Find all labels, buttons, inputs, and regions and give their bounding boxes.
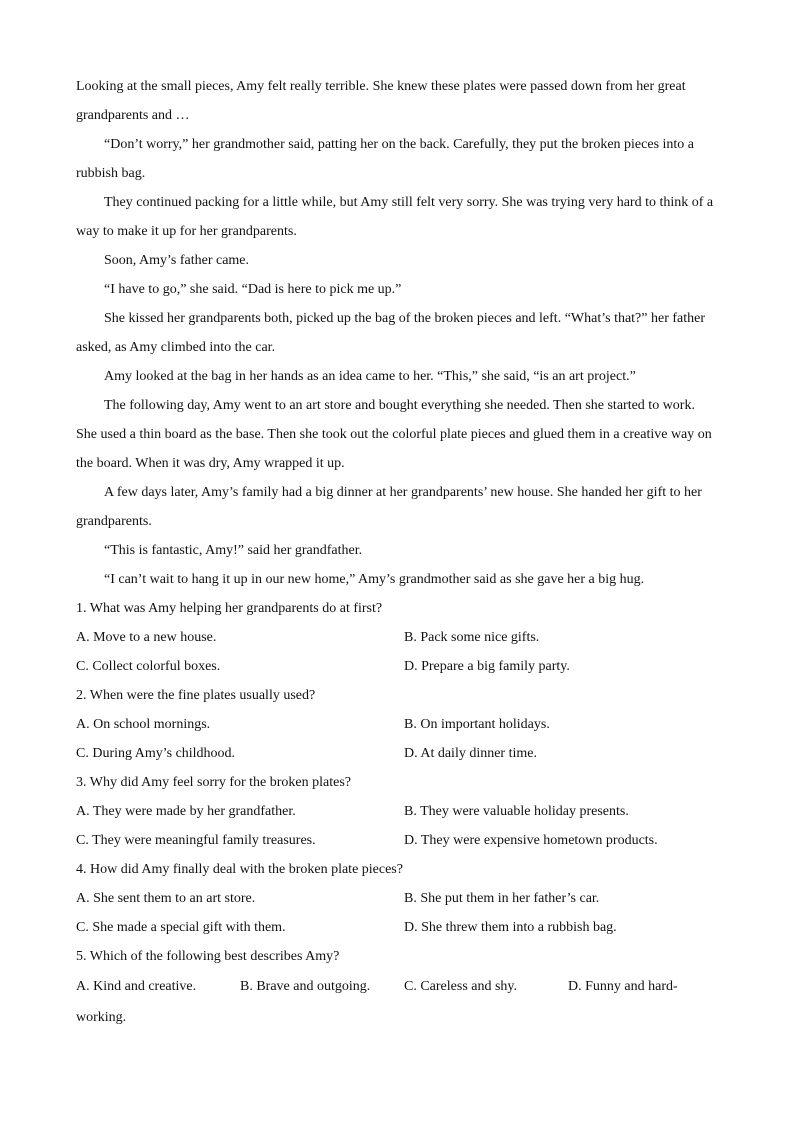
option-d: D. They were expensive hometown products. xyxy=(404,833,658,848)
options-row xyxy=(76,739,724,768)
option-b: B. On important holidays. xyxy=(404,717,550,732)
option-c: C. She made a special gift with them. xyxy=(76,920,286,935)
passage-line: “Don’t worry,” her grandmother said, patting her on the back. Carefully, they put the broken pieces into a xyxy=(104,137,695,152)
option-c: C. Collect colorful boxes. xyxy=(76,659,221,674)
passage-line: Looking at the small pieces, Amy felt really terrible. She knew these plates were passed down from her great xyxy=(76,79,686,94)
options-row xyxy=(76,797,724,826)
question-stem: 2. When were the fine plates usually used? xyxy=(76,688,316,703)
options-row xyxy=(76,971,724,1003)
question-stem: 3. Why did Amy feel sorry for the broken plates? xyxy=(76,775,352,790)
passage-line: Amy looked at the bag in her hands as an idea came to her. “This,” she said, “is an art project.” xyxy=(104,369,636,384)
document-page xyxy=(76,72,724,1032)
option-c: C. Careless and shy. xyxy=(404,979,518,994)
options-row xyxy=(76,884,724,913)
passage-line: Soon, Amy’s father came. xyxy=(104,253,250,268)
passage-line: grandparents. xyxy=(76,514,152,529)
option-b: B. Pack some nice gifts. xyxy=(404,630,540,645)
passage-line: They continued packing for a little while, but Amy still felt very sorry. She was trying very hard to think of a xyxy=(104,195,714,210)
passage-line: asked, as Amy climbed into the car. xyxy=(76,340,276,355)
question-stem: 4. How did Amy finally deal with the broken plate pieces? xyxy=(76,862,403,877)
options-row xyxy=(76,826,724,855)
option-d-continued: working. xyxy=(76,1010,127,1025)
option-c: C. During Amy’s childhood. xyxy=(76,746,236,761)
passage-line: She kissed her grandparents both, picked up the bag of the broken pieces and left. “What’s that?” her father xyxy=(104,311,706,326)
option-c: C. They were meaningful family treasures. xyxy=(76,833,316,848)
passage-line: rubbish bag. xyxy=(76,166,146,181)
option-a: A. Move to a new house. xyxy=(76,630,217,645)
option-a: A. On school mornings. xyxy=(76,717,211,732)
option-b: B. They were valuable holiday presents. xyxy=(404,804,629,819)
options-row xyxy=(76,710,724,739)
options-row xyxy=(76,652,724,681)
passage-line: “I have to go,” she said. “Dad is here to pick me up.” xyxy=(104,282,402,297)
option-a: A. Kind and creative. xyxy=(76,979,197,994)
option-d: D. She threw them into a rubbish bag. xyxy=(404,920,617,935)
option-b: B. Brave and outgoing. xyxy=(240,979,371,994)
passage-line: “This is fantastic, Amy!” said her grandfather. xyxy=(104,543,363,558)
option-d: D. Funny and hard- xyxy=(568,979,678,994)
passage-line: A few days later, Amy’s family had a big dinner at her grandparents’ new house. She handed her gift to her xyxy=(104,485,702,500)
passage-line: “I can’t wait to hang it up in our new home,” Amy’s grandmother said as she gave her a big hug. xyxy=(104,572,645,587)
passage-line: She used a thin board as the base. Then she took out the colorful plate pieces and glued them in a creative way on xyxy=(76,427,712,442)
passage-line: The following day, Amy went to an art store and bought everything she needed. Then she started to work. xyxy=(104,398,695,413)
question-stem: 1. What was Amy helping her grandparents do at first? xyxy=(76,601,383,616)
passage-line: the board. When it was dry, Amy wrapped it up. xyxy=(76,456,345,471)
question-stem: 5. Which of the following best describes Amy? xyxy=(76,949,340,964)
option-d: D. Prepare a big family party. xyxy=(404,659,570,674)
option-a: A. She sent them to an art store. xyxy=(76,891,256,906)
option-d: D. At daily dinner time. xyxy=(404,746,537,761)
options-row xyxy=(76,623,724,652)
option-b: B. She put them in her father’s car. xyxy=(404,891,600,906)
options-row xyxy=(76,913,724,942)
option-a: A. They were made by her grandfather. xyxy=(76,804,296,819)
passage-line: way to make it up for her grandparents. xyxy=(76,224,297,239)
passage-line: grandparents and … xyxy=(76,108,190,123)
